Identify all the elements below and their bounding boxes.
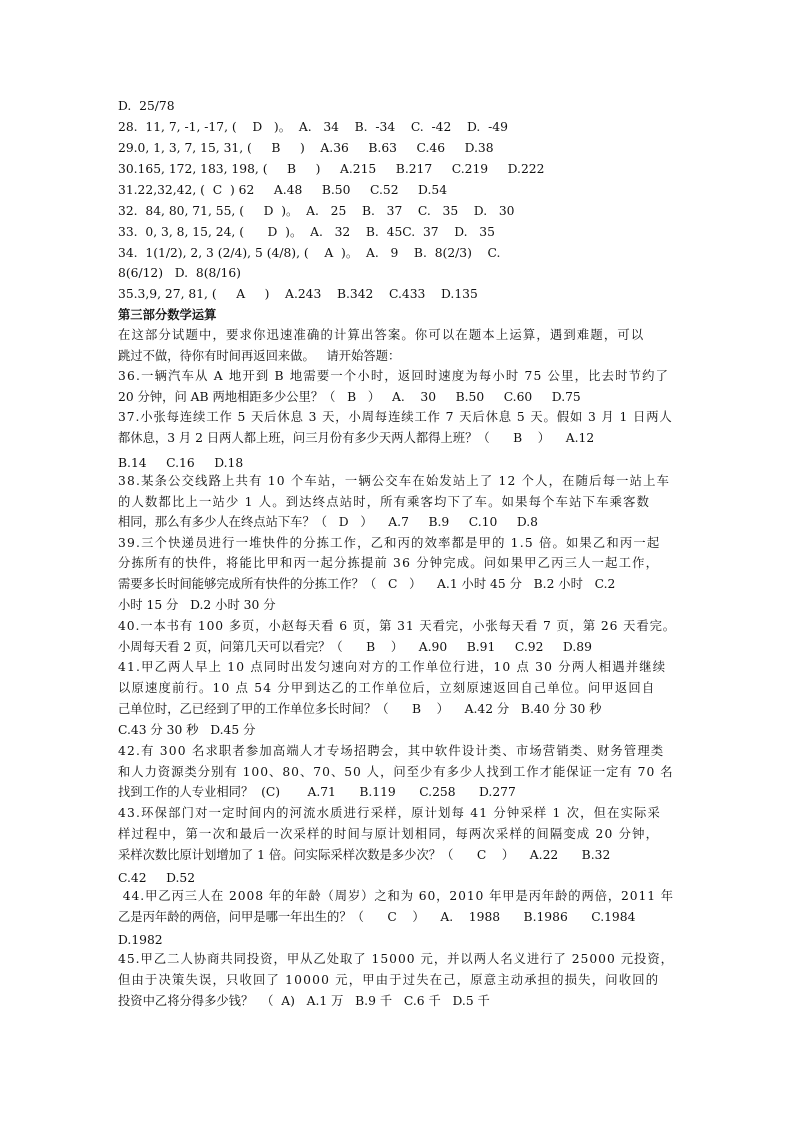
text-line: 43.环保部门对一定时间内的河流水质进行采样，原计划每 41 分钟采样 1 次，但在实际采 (118, 806, 662, 820)
text-line: 以原速度前行。10 点 54 分甲到达乙的工作单位后，立刻原速返回自己单位。问甲返回自 (118, 681, 656, 695)
text-line: 29.0, 1, 3, 7, 15, 31, ( B ) A.36 B.63 C.46 D.38 (118, 141, 494, 155)
text-line: 小时 15 分 D.2 小时 30 分 (118, 598, 276, 612)
text-line: 乙是丙年龄的两倍，问甲是哪一年出生的？（ C ） A. 1988 B.1986 C.1984 (118, 910, 636, 924)
text-line: 39.三个快递员进行一堆快件的分拣工作，乙和丙的效率都是甲的 1.5 倍。如果乙和丙一起 (118, 536, 661, 550)
text-line: 分拣所有的快件，将能比甲和丙一起分拣提前 36 分钟完成。问如果甲乙丙三人一起工作， (118, 556, 660, 570)
text-line: C.42 D.52 (118, 871, 196, 885)
text-line: 45.甲乙二人协商共同投资，甲从乙处取了 15000 元，并以两人名义进行了 25000 元投资， (118, 952, 674, 966)
text-line: 42.有 300 名求职者参加高端人才专场招聘会，其中软件设计类、市场营销类、财务管理类 (118, 744, 665, 758)
text-line: 35.3,9, 27, 81, ( A ) A.243 B.342 C.433 D.135 (118, 287, 478, 301)
text-line: 37.小张每连续工作 5 天后休息 3 天，小周每连续工作 7 天后休息 5 天。假如 3 月 1 日两人 (118, 410, 673, 424)
text-line: 28. 11, 7, -1, -17, ( D )。 A. 34 B. -34 C. -42 D. -49 (118, 120, 508, 134)
text-line: 小周每天看 2 页，问第几天可以看完？（ B ） A.90 B.91 C.92 D.89 (118, 640, 592, 654)
text-line: C.43 分 30 秒 D.45 分 (118, 723, 256, 737)
text-line: 36.一辆汽车从 A 地开到 B 地需要一个小时，返回时速度为每小时 75 公里，比去时节约了 (118, 369, 670, 383)
text-line: 投资中乙将分得多少钱？ （ A) A.1 万 B.9 千 C.6 千 D.5 千 (118, 994, 490, 1008)
text-line: B.14 C.16 D.18 (118, 456, 244, 470)
text-line: 31.22,32,42, ( C ) 62 A.48 B.50 C.52 D.54 (118, 183, 448, 197)
text-line: 相同，那么有多少人在终点站下车？（ D ） A.7 B.9 C.10 D.8 (118, 515, 538, 529)
text-line: 样过程中，第一次和最后一次采样的时间与原计划相同，每两次采样的间隔变成 20 分钟， (118, 827, 660, 841)
text-line: D. 25/78 (118, 99, 175, 113)
text-line: 需要多长时间能够完成所有快件的分拣工作？（ C ） A.1 小时 45 分 B.2 小时 C.2 (118, 577, 616, 591)
text-line: 和人力资源类分别有 100、80、70、50 人，问至少有多少人找到工作才能保证一定有 70 名 (118, 765, 674, 779)
text-line: 40.一本书有 100 多页，小赵每天看 6 页，第 31 天看完，小张每天看 7 页，第 26 天看完。 (118, 619, 676, 633)
text-line: 都休息，3 月 2 日两人都上班，问三月份有多少天两人都得上班？（ B ） A.12 (118, 431, 595, 445)
text-line: 在这部分试题中，要求你迅速准确的计算出答案。你可以在题本上运算，遇到难题，可以 (118, 328, 645, 342)
text-line: 41.甲乙两人早上 10 点同时出发匀速向对方的工作单位行进，10 点 30 分两人相遇并继续 (118, 660, 667, 674)
text-line: D.1982 (118, 933, 163, 947)
text-line: 44.甲乙丙三人在 2008 年的年龄（周岁）之和为 60，2010 年甲是丙年龄的两倍，2011 年 (118, 889, 674, 903)
text-line: 己单位时，乙已经到了甲的工作单位多长时间？（ B ） A.42 分 B.40 分 30 秒 (118, 702, 602, 716)
text-line: 34. 1(1/2), 2, 3 (2/4), 5 (4/8), ( A )。 A. 9 B. 8(2/3) C. (118, 246, 501, 260)
text-line: 30.165, 172, 183, 198, ( B ) A.215 B.217 C.219 D.222 (118, 162, 545, 176)
text-line: 采样次数比原计划增加了 1 倍。问实际采样次数是多少次？（ C ） A.22 B.32 (118, 848, 611, 862)
text-line: 38.某条公交线路上共有 10 个车站，一辆公交车在始发站上了 12 个人，在随后每一站上车 (118, 474, 671, 488)
text-line: 但由于决策失误，只收回了 10000 元，甲由于过失在己，原意主动承担的损失，问收回的 (118, 973, 660, 987)
text-line: 的人数都比上一站少 1 人。到达终点站时，所有乘客均下了车。如果每个车站下车乘客数 (118, 495, 651, 509)
text-line: 跳过不做，待你有时间再返回来做。 请开始答题： (118, 349, 401, 363)
text-line: 33. 0, 3, 8, 15, 24, ( D )。 A. 32 B. 45C. 37 D. 35 (118, 225, 495, 239)
section-heading: 第三部分数学运算 (118, 307, 217, 322)
text-line: 32. 84, 80, 71, 55, ( D )。 A. 25 B. 37 C. 35 D. 30 (118, 204, 515, 218)
text-line: 20 分钟，问 AB 两地相距多少公里？（ B ） A. 30 B.50 C.60 D.75 (118, 390, 581, 404)
text-line: 找到工作的人专业相同？ (C) A.71 B.119 C.258 D.277 (118, 785, 516, 799)
text-line: 8(6/12) D. 8(8/16) (118, 266, 241, 280)
